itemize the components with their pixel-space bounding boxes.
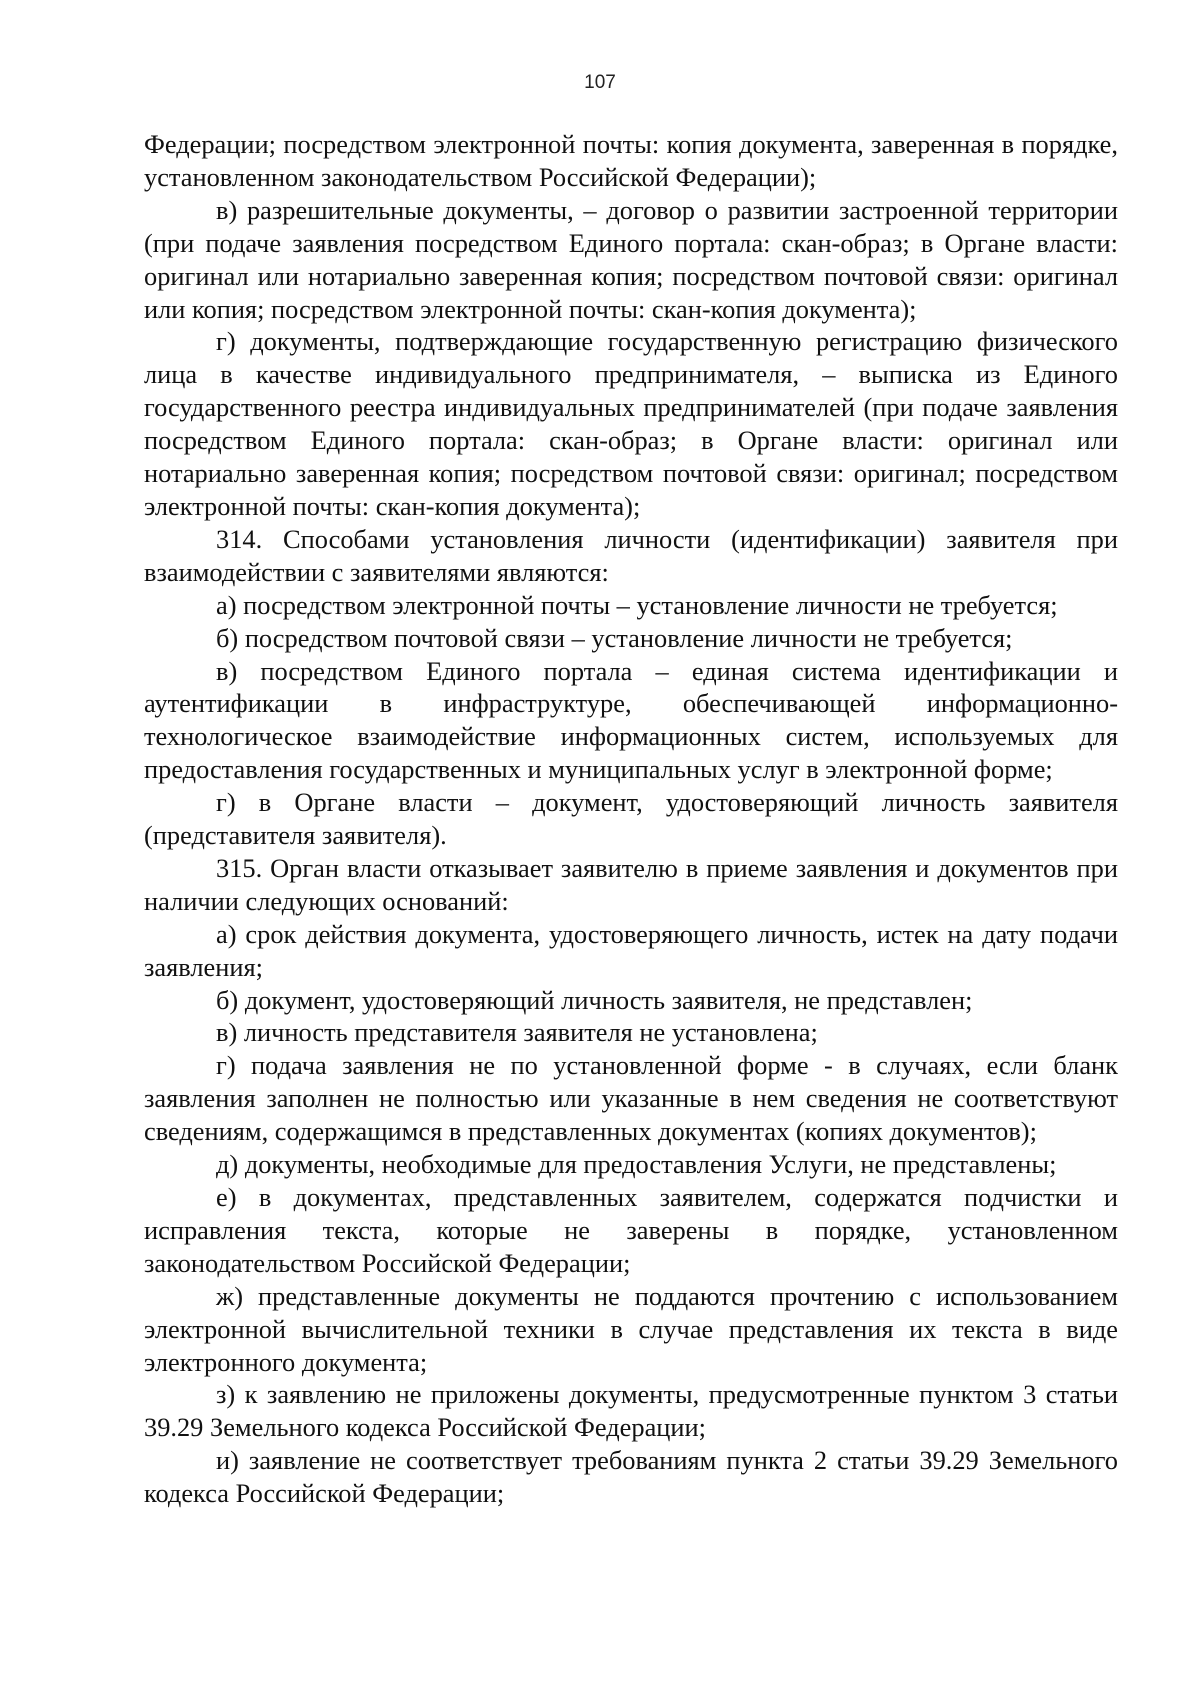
paragraph-315-item-z: з) к заявлению не приложены документы, предусмотренные пунктом 3 статьи 39.29 Земельного кодекса Российской Федерации; [144, 1379, 1118, 1443]
paragraph-315-item-v: в) личность представителя заявителя не установлена; [216, 1017, 818, 1048]
paragraph-315-item-g: г) подача заявления не по установленной форме - в случаях, если бланк заявления заполнен не полностью или указанные в нем сведения не соответствуют сведениям, содержащимся в представленных документах (копиях документов); [144, 1050, 1118, 1147]
paragraph-315-item-zh: ж) представленные документы не поддаются прочтению с использованием электронной вычислительной техники в случае представления их текста в виде электронного документа; [144, 1280, 1118, 1377]
paragraph-314-item-b: б) посредством почтовой связи – установление личности не требуется; [216, 622, 1013, 653]
paragraph-314: 314. Способами установления личности (идентификации) заявителя при взаимодействии с заявителями являются: [144, 523, 1118, 587]
paragraph-314-item-v: в) посредством Единого портала – единая система идентификации и аутентификации в инфраструктуре, обеспечивающей информационно-технологическое взаимодействие информационных систем, используемых для предоставления государственных и муниципальных услуг в электронной форме; [144, 655, 1118, 785]
paragraph-item-v-permits: в) разрешительные документы, – договор о развитии застроенной территории (при подаче заявления посредством Единого портала: скан-образ; в Органе власти: оригинал или нотариально заверенная копия; посредством почтовой связи: оригинал или копия; посредством электронной почты: скан-копия документа); [144, 194, 1118, 324]
paragraph-315-item-i: и) заявление не соответствует требованиям пункта 2 статьи 39.29 Земельного кодекса Российской Федерации; [144, 1445, 1118, 1509]
page-number: 107 [584, 72, 616, 93]
paragraph-314-item-g: г) в Органе власти – документ, удостоверяющий личность заявителя (представителя заявителя). [144, 787, 1118, 851]
paragraph-continuation: Федерации; посредством электронной почты: копия документа, заверенная в порядке, установленном законодательством Российской Федерации); [144, 129, 1118, 192]
paragraph-item-g-registration: г) документы, подтверждающие государственную регистрацию физического лица в качестве индивидуального предпринимателя, – выписка из Единого государственного реестра индивидуальных предпринимателей (при подаче заявления посредством Единого портала: скан-образ; в Органе власти: оригинал или нотариально заверенная копия; посредством почтовой связи: оригинал; посредством электронной почты: скан-копия документа); [144, 326, 1118, 521]
paragraph-315-item-b: б) документ, удостоверяющий личность заявителя, не представлен; [216, 984, 973, 1015]
paragraph-315-item-e: е) в документах, представленных заявителем, содержатся подчистки и исправления текста, которые не заверены в порядке, установленном законодательством Российской Федерации; [144, 1182, 1118, 1278]
paragraph-315-item-a: а) срок действия документа, удостоверяющего личность, истек на дату подачи заявления; [144, 918, 1118, 982]
paragraph-314-item-a: а) посредством электронной почты – установление личности не требуется; [216, 589, 1058, 620]
paragraph-315-item-d: д) документы, необходимые для предоставления Услуги, не представлены; [216, 1149, 1057, 1180]
paragraph-315: 315. Орган власти отказывает заявителю в приеме заявления и документов при наличии следующих оснований: [144, 852, 1118, 916]
document-body [144, 128, 1118, 1510]
